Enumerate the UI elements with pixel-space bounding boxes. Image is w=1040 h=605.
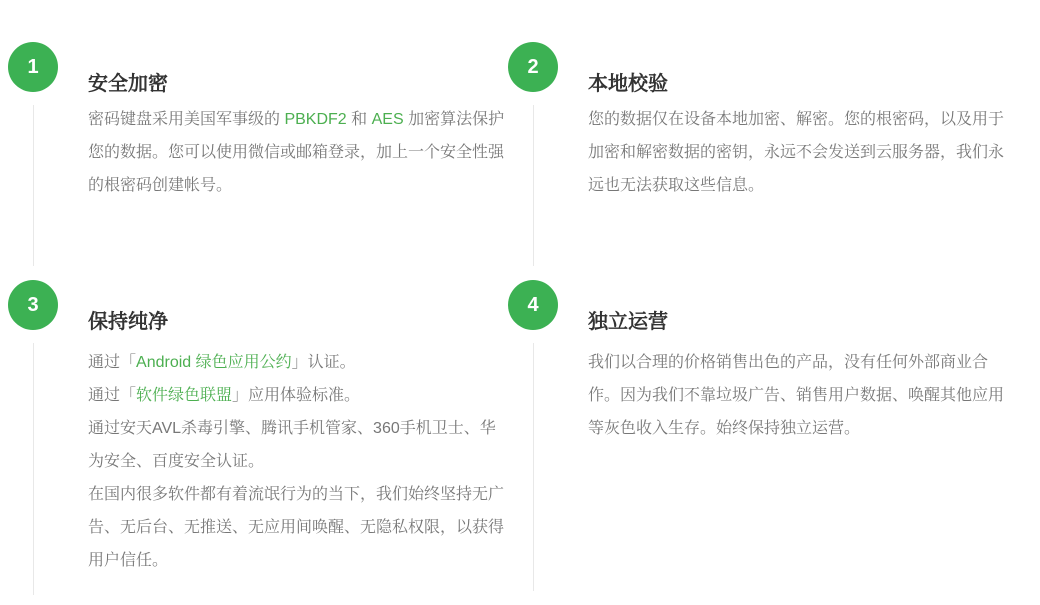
feature-paragraph: [588, 103, 1008, 202]
timeline-connector: [33, 105, 34, 266]
body-text: 我们以合理的价格销售出色的产品，没有任何外部商业合作。因为我们不靠垃圾广告、销售用户数据、唤醒其他应用等灰色收入生存。始终保持独立运营。: [588, 354, 1005, 437]
feature-paragraph: [88, 103, 508, 202]
step-number: 3: [27, 294, 39, 316]
body-text: 加密算法保护您的数据。您可以使用微信或邮箱登录，加上一个安全性强的根密码创建帐号。: [88, 111, 505, 194]
feature-paragraph: [88, 379, 508, 412]
step-badge-4: [508, 280, 558, 330]
feature-body: [88, 346, 508, 577]
body-text: 」应用体验标准。: [232, 387, 361, 404]
step-badge-1: [8, 42, 58, 92]
feature-paragraph: [88, 478, 508, 577]
link-aes[interactable]: AES: [371, 111, 404, 128]
body-text: 您的数据仅在设备本地加密、解密。您的根密码，以及用于加密和解密数据的密钥，永远不会发送到云服务器，我们永远也无法获取这些信息。: [588, 111, 1005, 194]
timeline-connector: [533, 343, 534, 591]
feature-title: 独立运营: [588, 311, 668, 333]
timeline-connector: [533, 105, 534, 266]
body-text: 通过「: [88, 354, 137, 371]
link-software-green-alliance[interactable]: 软件绿色联盟: [136, 387, 233, 404]
feature-paragraph: [88, 346, 508, 379]
feature-body: [588, 346, 1008, 445]
body-text: 和: [346, 111, 372, 128]
feature-paragraph: [88, 412, 508, 478]
step-number: 1: [27, 56, 39, 78]
feature-title: 本地校验: [588, 73, 668, 95]
body-text: 通过安天AVL杀毒引擎、腾讯手机管家、360手机卫士、华为安全、百度安全认证。: [88, 420, 496, 470]
step-badge-2: [508, 42, 558, 92]
feature-body: [588, 103, 1008, 202]
feature-paragraph: [588, 346, 1008, 445]
link-pbkdf2[interactable]: PBKDF2: [284, 111, 347, 128]
step-badge-3: [8, 280, 58, 330]
body-text: 通过「: [88, 387, 137, 404]
feature-body: [88, 103, 508, 202]
link-android-green-app-convention[interactable]: Android 绿色应用公约: [136, 354, 292, 371]
body-text: 在国内很多软件都有着流氓行为的当下，我们始终坚持无广告、无后台、无推送、无应用间唤醒、无隐私权限，以获得用户信任。: [88, 486, 505, 569]
feature-title: 保持纯净: [88, 311, 168, 333]
body-text: 密码键盘采用美国军事级的: [88, 111, 285, 128]
timeline-connector: [33, 343, 34, 595]
body-text: 」认证。: [291, 354, 356, 371]
feature-title: 安全加密: [88, 73, 168, 95]
step-number: 4: [527, 294, 539, 316]
step-number: 2: [527, 56, 539, 78]
